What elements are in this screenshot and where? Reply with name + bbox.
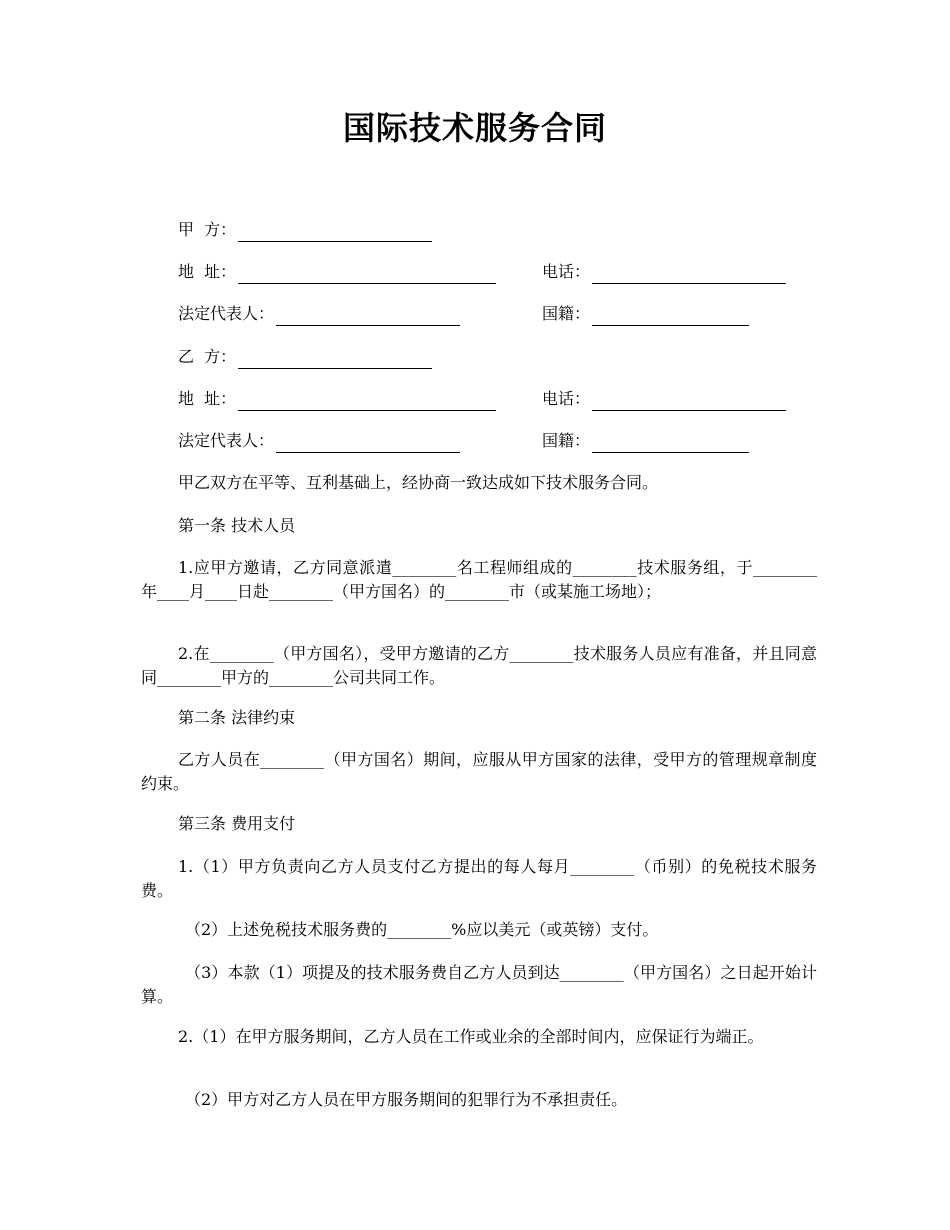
article-3-clause-1-1: 1.（1）甲方负责向乙方人员支付乙方提出的每人每月________（币别）的免税技术服务费。: [141, 857, 817, 900]
party-a-phone-blank[interactable]: [592, 266, 786, 284]
party-a-address-label: 地 址：: [178, 262, 237, 281]
article-2-paragraph: 乙方人员在________（甲方国名）期间，应服从甲方国家的法律，受甲方的管理规章制度约束。: [141, 750, 817, 793]
article-3-clause-1-2: （2）上述免税技术服务费的________%应以美元（或英镑）支付。: [185, 920, 659, 939]
article-2-heading: 第二条 法律约束: [178, 708, 296, 727]
party-a-phone-field: [542, 260, 786, 284]
party-a-phone-label: 电话：: [542, 262, 591, 281]
party-a-rep-field: [178, 302, 460, 326]
article-3-heading: 第三条 费用支付: [178, 814, 296, 833]
party-a-rep-blank[interactable]: [276, 308, 460, 326]
party-a-name-field: [178, 218, 432, 242]
preamble-paragraph: 甲乙双方在平等、互利基础上，经协商一致达成如下技术服务合同。: [178, 473, 659, 492]
party-b-nationality-label: 国籍：: [542, 431, 591, 450]
article-1-clause-1: 1.应甲方邀请，乙方同意派遣________名工程师组成的________技术服务组，于________年____月____日赴________（甲方国名）的________市（或某施工场地）；: [141, 558, 817, 601]
party-a-name-blank[interactable]: [238, 224, 432, 242]
article-3-clause-2-1: 2.（1）在甲方服务期间，乙方人员在工作或业余的全部时间内，应保证行为端正。: [178, 1027, 764, 1046]
party-b-name-label: 乙 方：: [178, 347, 237, 366]
article-1-clause-2: 2.在________（甲方国名），受甲方邀请的乙方________技术服务人员应有准备，并且同意同________甲方的________公司共同工作。: [141, 644, 817, 687]
article-1-heading: 第一条 技术人员: [178, 516, 296, 535]
party-a-address-blank[interactable]: [238, 266, 496, 284]
party-b-phone-field: [542, 387, 786, 411]
party-a-nationality-blank[interactable]: [592, 308, 749, 326]
party-b-address-label: 地 址：: [178, 389, 237, 408]
party-b-rep-blank[interactable]: [276, 435, 460, 453]
party-a-rep-label: 法定代表人：: [178, 304, 275, 323]
party-a-nationality-field: [542, 302, 749, 326]
party-b-name-field: [178, 345, 432, 369]
party-b-rep-label: 法定代表人：: [178, 431, 275, 450]
party-b-nationality-blank[interactable]: [592, 435, 749, 453]
party-b-phone-blank[interactable]: [592, 393, 786, 411]
party-b-nationality-field: [542, 429, 749, 453]
party-a-nationality-label: 国籍：: [542, 304, 591, 323]
party-a-address-field: [178, 260, 496, 284]
article-3-clause-1-3: （3）本款（1）项提及的技术服务费自乙方人员到达________（甲方国名）之日起开始计算。: [141, 963, 817, 1006]
party-b-name-blank[interactable]: [238, 351, 432, 369]
document-title: 国际技术服务合同: [342, 109, 607, 147]
party-b-address-blank[interactable]: [238, 393, 496, 411]
article-3-clause-2-2: （2）甲方对乙方人员在甲方服务期间的犯罪行为不承担责任。: [185, 1090, 628, 1109]
party-a-name-label: 甲 方：: [178, 220, 237, 239]
party-b-phone-label: 电话：: [542, 389, 591, 408]
party-b-address-field: [178, 387, 496, 411]
party-b-rep-field: [178, 429, 460, 453]
